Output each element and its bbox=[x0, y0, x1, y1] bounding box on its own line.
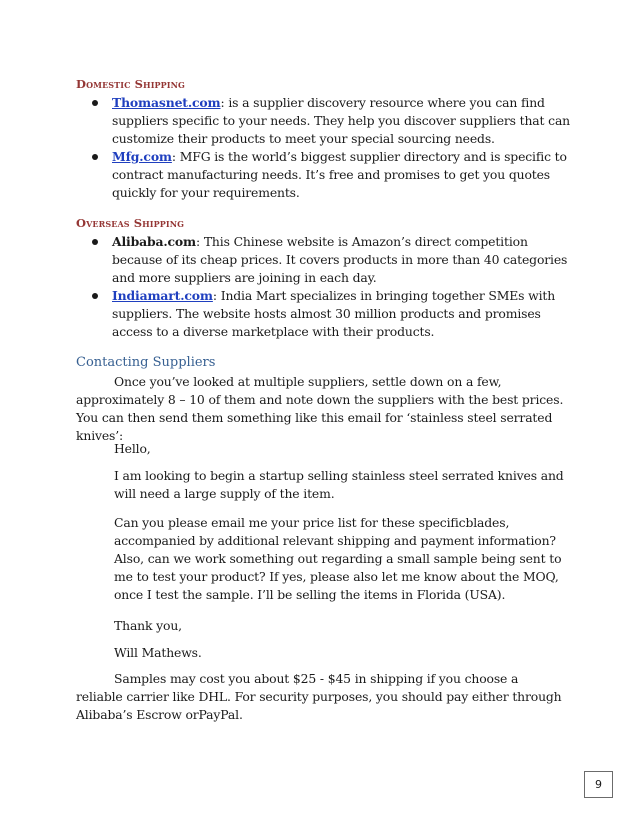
email-greeting: Hello, bbox=[114, 441, 151, 456]
closing-paragraph: Samples may cost you about $25 - $45 in shipping if you choose a reliable carrier like DHL. For security purposes, you should pay either through Alibaba’s Escrow orPayPal. bbox=[76, 671, 562, 722]
email-paragraph-1: I am looking to begin a startup selling stainless steel serrated knives and will need a large supply of the item. bbox=[114, 468, 564, 501]
alibaba-name: Alibaba.com bbox=[112, 234, 196, 249]
list-item bbox=[76, 148, 576, 202]
bullet-icon bbox=[92, 154, 98, 160]
email-thanks: Thank you, bbox=[114, 618, 182, 633]
indiamart-link[interactable]: Indiamart.com bbox=[112, 288, 213, 303]
domestic-supplier-list bbox=[76, 94, 576, 202]
list-item-text: : MFG is the world’s biggest supplier directory and is specific to contract manufacturing needs. It’s free and promises to get you quotes quickly for your requirements. bbox=[112, 149, 567, 200]
domestic-shipping-heading: Domestic Shipping bbox=[76, 77, 185, 91]
list-item-text: : is a supplier discovery resource where you can find suppliers specific to your needs. They help you discover suppliers that can customize their products to meet your special sourcing needs. bbox=[112, 95, 571, 146]
list-item bbox=[76, 233, 576, 287]
list-item bbox=[76, 287, 576, 341]
overseas-shipping-heading: Overseas Shipping bbox=[76, 216, 185, 230]
bullet-icon bbox=[92, 239, 98, 245]
list-item-text: : India Mart specializes in bringing together SMEs with suppliers. The website hosts almost 30 million products and promises access to a diverse marketplace with their products. bbox=[112, 288, 556, 339]
email-signature: Will Mathews. bbox=[114, 645, 202, 660]
contacting-intro-paragraph: Once you’ve looked at multiple suppliers, settle down on a few, approximately 8 – 10 of them and note down the suppliers with the best prices. You can then send them something like this email for ‘stainless steel serrated knives’: bbox=[76, 374, 564, 443]
contacting-suppliers-heading: Contacting Suppliers bbox=[76, 355, 216, 370]
list-item-text: : This Chinese website is Amazon’s direct competition because of its cheap prices. It covers products in more than 40 categories and more suppliers are joining in each day. bbox=[112, 234, 568, 285]
thomasnet-link[interactable]: Thomasnet.com bbox=[112, 95, 221, 110]
bullet-icon bbox=[92, 100, 98, 106]
mfg-link[interactable]: Mfg.com bbox=[112, 149, 172, 164]
bullet-icon bbox=[92, 293, 98, 299]
overseas-supplier-list bbox=[76, 233, 576, 341]
list-item bbox=[76, 94, 576, 148]
page-number: 9 bbox=[584, 771, 613, 798]
email-paragraph-2: Can you please email me your price list for these specificblades, accompanied by additional relevant shipping and payment information? Also, can we work something out regarding a small sample being sent to me to test your product? If yes, please also let me know about the MOQ, once I test the sample. I’ll be selling the items in Florida (USA). bbox=[114, 515, 562, 602]
